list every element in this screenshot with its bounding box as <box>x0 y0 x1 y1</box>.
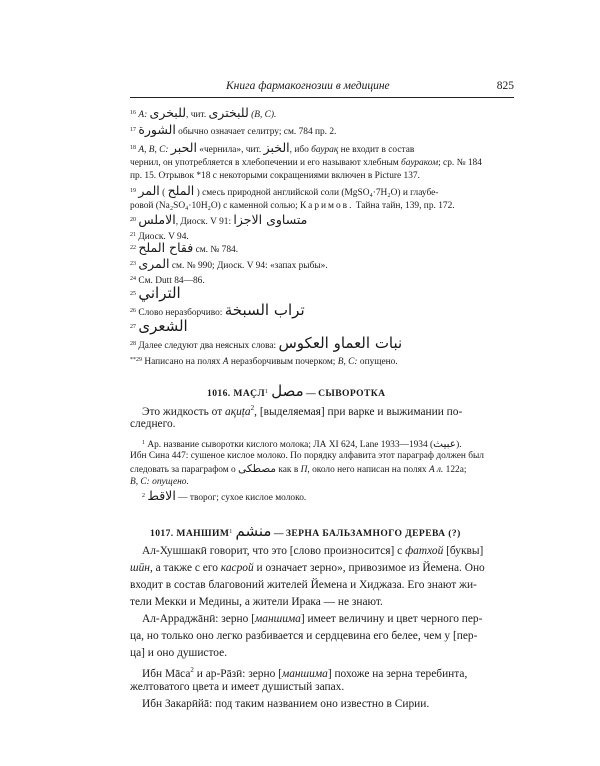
footnote-18-line3: пр. 15. Отрывок *18 с некоторыми сокращениями включен в Picture 137. <box>130 171 420 181</box>
running-header <box>130 80 514 96</box>
entry-1017-line9: желтоватого цвета и имеет душистый запах. <box>130 681 345 693</box>
entry-1017-line5: Ал-Арраджāнӣ: зерно [маншима] имеет величину и цвет черного пер- <box>142 613 483 625</box>
entry-1016-note-1-line2: Ибн Сина 447: сушеное кислое молоко. По порядку алфавита этот параграф должен был <box>130 451 484 461</box>
entry-1016-note-1: $^1$ Ар. название сыворотки кислого молока; ЛА XI 624, Lane 1933—1934 (عبيث). <box>142 438 462 450</box>
entry-1016-note-1-line4: B, C: опущено. <box>130 477 189 487</box>
footnote-26: $^{26}$ Слово неразборчиво: تراب السبخة <box>130 301 305 319</box>
entry-1016-heading: 1016. МАҪЛ$^1$ مصل — СЫВОРОТКА <box>207 382 386 400</box>
footnote-16: $^{16}$ A: للبخرى, чит. للبخترى (B, C). <box>130 105 277 120</box>
entry-1017-heading: 1017. МАНШИМ$^1$ منشم — ЗЕРНА БАЛЬЗАМНОГО ДЕРЕВА (?) <box>150 522 461 540</box>
footnote-23: $^{23}$ المرى см. № 990; Диоск. V 94: «запах рыбы». <box>130 256 328 271</box>
entry-1016-note-2: $^2$ الاقط — творог; сухое кислое молоко. <box>142 488 307 503</box>
entry-1017-line10: Ибн Закарӣйā: под таким названием оно известно в Сирии. <box>142 698 430 710</box>
entry-1017-line8: Ибн Мāса$^2$ и ар-Рāзӣ: зерно [маншима] похоже на зерна теребинта, <box>142 666 468 680</box>
page-number: 825 <box>496 80 514 92</box>
footnote-19-line2: ровой (Na₂SO₄·10H₂O) с каменной солью; Каримов. Тайна тайн, 139, пр. 172. <box>130 201 455 211</box>
entry-1017-line3: входит в состав благовоний жителей Йемена и Хиджаза. Его знают жи- <box>130 579 477 591</box>
entry-1017-line1: Ал-Хушшакӣ говорит, что это [слово произносится] с фатхой [буквы] <box>142 545 484 557</box>
footnote-22: $^{22}$ فقاح الملح см. № 784. <box>130 240 239 255</box>
footnote-18: $^{18}$ A, B, C: الحبر «чернила», чит. الخبز, ибо баурақ не входит в состав <box>130 140 415 155</box>
entry-1017-line7: ца] и оно душистое. <box>130 647 228 659</box>
footnote-27: $^{27}$ الشعرى <box>130 317 188 335</box>
entry-1016-note-1-line3: следовать за параграфом о مصطكى как в П, около него написан на полях A л. 122а; <box>130 463 467 475</box>
entry-1016-text-line2: следнего. <box>130 418 176 430</box>
header-rule <box>130 97 514 98</box>
entry-1017-line4: тели Мекки и Медины, а жители Ирака — не знают. <box>130 596 383 608</box>
entry-1016-text-line1: Это жидкость от ақиṭа$^2$, [выделяемая] при варке и выжимании по- <box>142 404 463 418</box>
footnote-29: $^{**29}$ Написано на полях A неразборчивым почерком; B, C: опущено. <box>130 357 398 367</box>
running-title: Книга фармакогнозии в медицине <box>226 80 390 92</box>
footnote-19: $^{19}$ المر ( الملح ) смесь природной английской соли (MgSO₄·7H₂O) и глаубе- <box>130 183 439 198</box>
footnote-25: $^{25}$ التراني <box>130 284 181 302</box>
footnote-21: $^{21}$ Диоск. V 94. <box>130 232 189 242</box>
footnote-17: $^{17}$ الشورة обычно означает селитру; см. 784 пр. 2. <box>130 122 337 137</box>
footnote-20: $^{20}$ الاملس, Диоск. V 91: متساوى الاجزا <box>130 212 308 227</box>
footnote-28: $^{28}$ Далее следуют два неясных слова: نبات العماو العكوس <box>130 334 403 352</box>
footnote-24: $^{24}$ См. Dutt 84—86. <box>130 276 205 286</box>
entry-1017-line2: шӣн, а также с его касрой и означает зерно», привозимое из Йемена. Оно <box>130 562 485 574</box>
entry-1017-line6: ца, но только оно легко разбивается и сердцевина его белее, чем у [пер- <box>130 630 478 642</box>
footnote-18-line2: чернил, он употребляется в хлебопечении и его называют хлебным баураком; ср. № 184 <box>130 158 482 168</box>
